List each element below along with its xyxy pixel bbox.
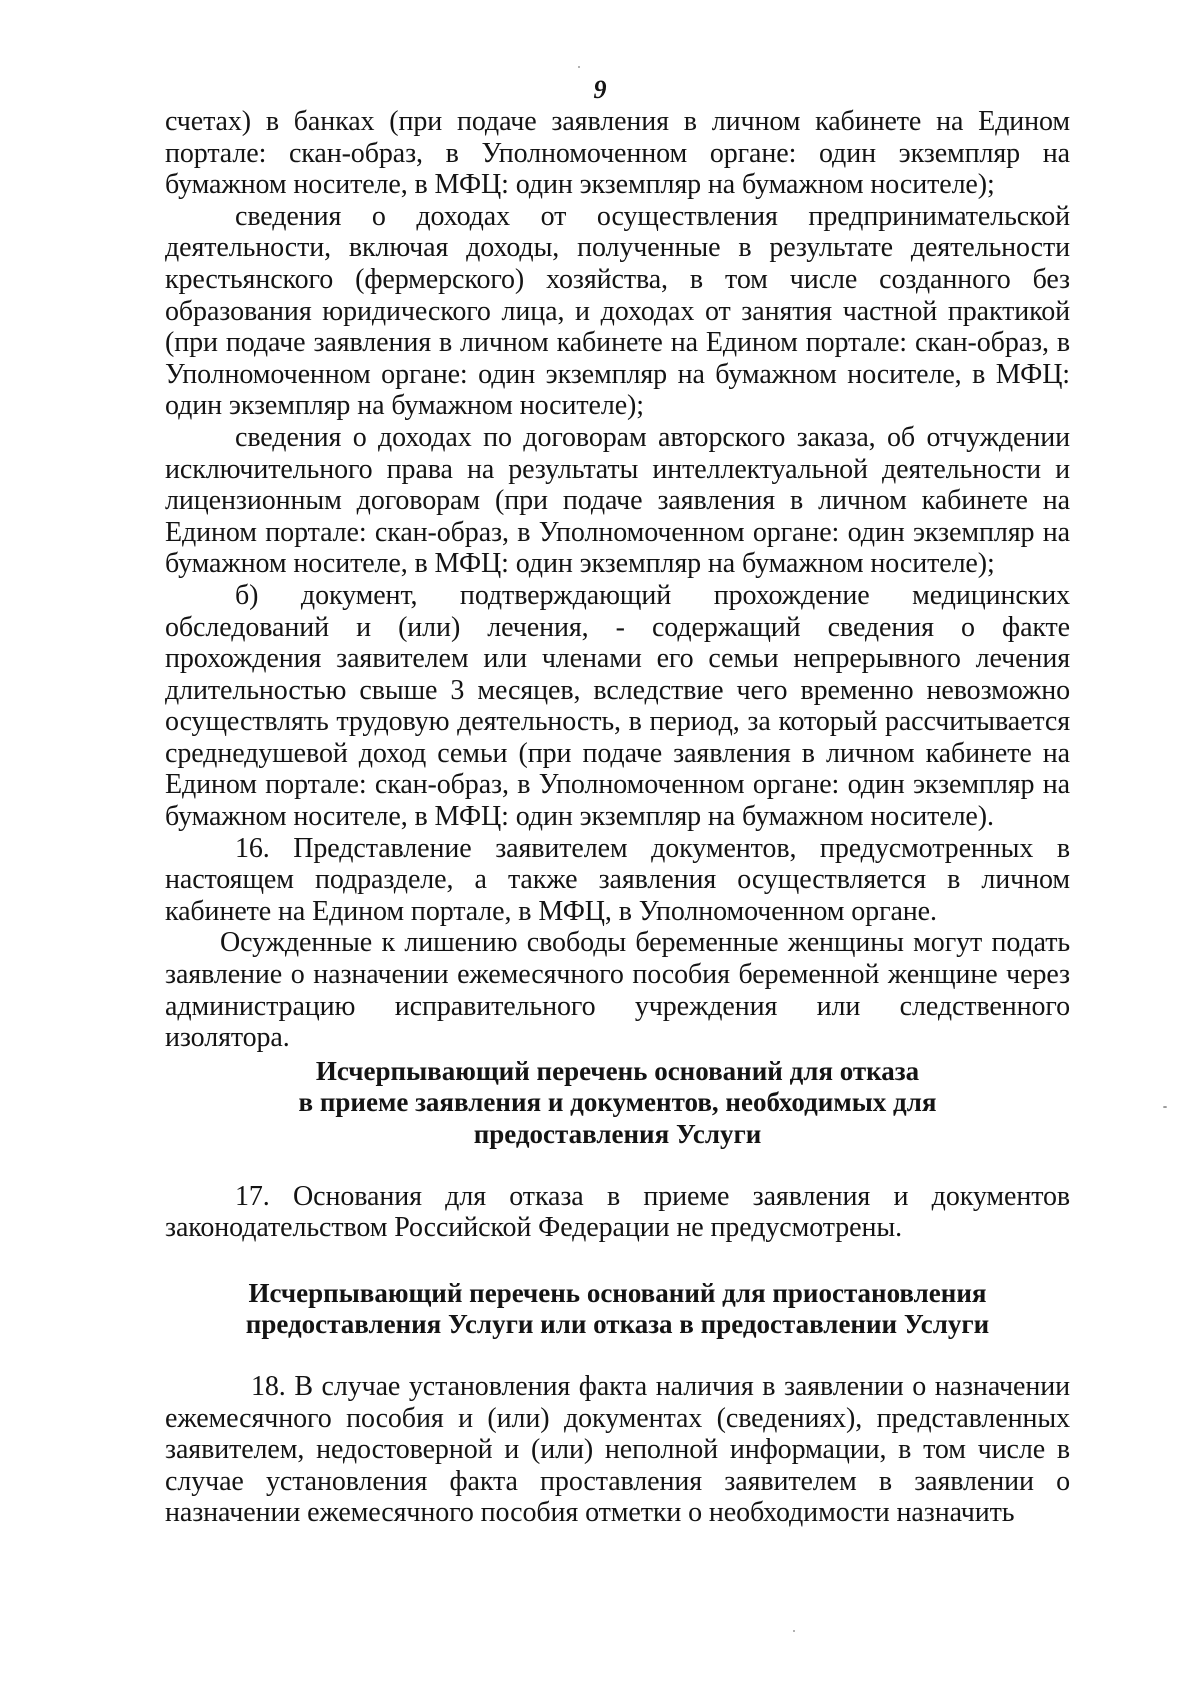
paragraph-16: 16. Представление заявителем документов, предусмотренных в настоящем подразделе, а также заявления осуществляется в личном кабинете на Едином портале, в МФЦ, в Уполномоченном органе. [165, 832, 1070, 927]
paragraph-17: 17. Основания для отказа в приеме заявления и документов законодательством Российской Федерации не предусмотрены. [165, 1180, 1070, 1244]
document-body [165, 106, 1070, 1529]
paragraph-convicted-women: Осужденные к лишению свободы беременные женщины могут подать заявление о назначении ежемесячного пособия беременной женщине через администрацию исправительного учреждения или следственного изолятора. [165, 927, 1070, 1054]
heading-refusal-line-1: Исчерпывающий перечень оснований для отказа [315, 1055, 920, 1086]
heading-refusal-grounds [165, 1056, 1070, 1151]
paragraph-bank-accounts: счетах) в банках (при подаче заявления в личном кабинете на Едином портале: скан-образ, в Уполномоченном органе: один экземпляр на бумажном носителе, в МФЦ: один экземпляр на бумажном носителе); [165, 106, 1070, 201]
heading-refusal-line-2: в приеме заявления и документов, необходимых для [298, 1087, 937, 1118]
heading-suspension-line-2: предоставления Услуги или отказа в предоставлении Услуги [245, 1309, 990, 1340]
heading-refusal-line-3: предоставления Услуги [473, 1119, 762, 1149]
paragraph-business-income: сведения о доходах от осуществления предпринимательской деятельности, включая доходы, полученные в результате деятельности крестьянского (фермерского) хозяйства, в том числе созданного без образования юридического лица, и доходах от занятия частной практикой (при подаче заявления в личном кабинете на Едином портале: скан-образ, в Уполномоченном органе: один экземпляр на бумажном носителе, в МФЦ: один экземпляр на бумажном носителе); [165, 200, 1070, 422]
scan-speck [1163, 1106, 1167, 1108]
paragraph-18: 18. В случае установления факта наличия в заявлении о назначении ежемесячного пособия и (или) документах (сведениях), представленных заявителем, недостоверной и (или) неполной информации, в том числе в случае установления факта проставления заявителем в заявлении о назначении ежемесячного пособия отметки о необходимости назначить [165, 1370, 1070, 1529]
page-number: 9 [593, 75, 607, 104]
paragraph-medical-document: б) документ, подтверждающий прохождение медицинских обследований и (или) лечения, - содержащий сведения о факте прохождения заявителем или членами его семьи непрерывного лечения длительностью свыше 3 месяцев, вследствие чего временно невозможно осуществлять трудовую деятельность, в период, за который рассчитывается среднедушевой доход семьи (при подаче заявления в личном кабинете на Едином портале: скан-образ, в Уполномоченном органе: один экземпляр на бумажном носителе, в МФЦ: один экземпляр на бумажном носителе). [165, 579, 1070, 833]
scan-speck [578, 66, 580, 68]
paragraph-author-income: сведения о доходах по договорам авторского заказа, об отчуждении исключительного права на результаты интеллектуальной деятельности и лицензионным договорам (при подаче заявления в личном кабинете на Едином портале: скан-образ, в Уполномоченном органе: один экземпляр на бумажном носителе, в МФЦ: один экземпляр на бумажном носителе); [165, 421, 1070, 580]
heading-suspension-grounds [165, 1278, 1070, 1341]
scan-speck [793, 1630, 795, 1632]
heading-suspension-line-1: Исчерпывающий перечень оснований для приостановления [248, 1277, 987, 1308]
